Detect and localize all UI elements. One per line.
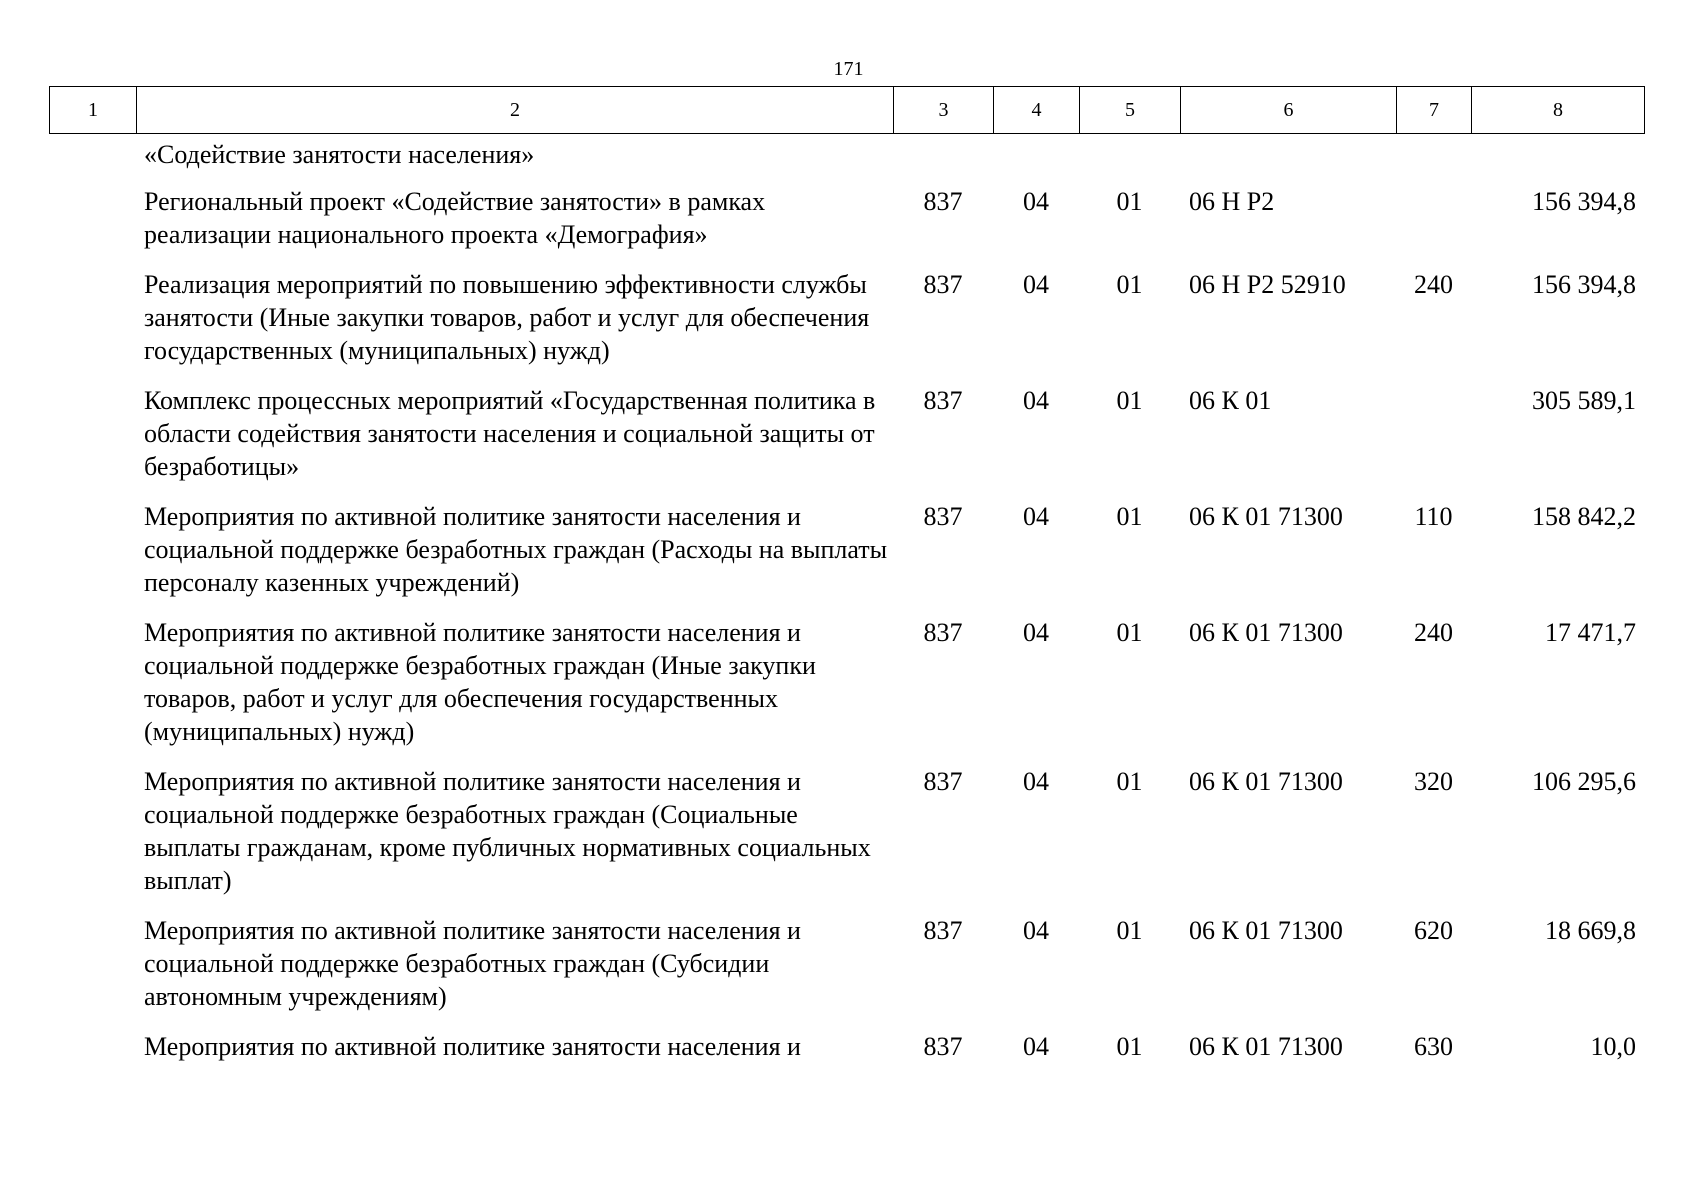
row-name-text: Комплекс процессных мероприятий «Государственная политика в области содействия занятости населения и социальной защиты от безработицы» bbox=[144, 386, 876, 481]
budget-table-body bbox=[49, 138, 1644, 1080]
row-target-item bbox=[1180, 138, 1396, 185]
row-amount: 106 295,6 bbox=[1532, 767, 1636, 796]
table-row bbox=[49, 138, 1644, 185]
column-header-table bbox=[49, 86, 1645, 134]
row-subsection: 01 bbox=[1116, 187, 1143, 216]
row-name bbox=[49, 914, 893, 1030]
row-name-text: Реализация мероприятий по повышению эффективности службы занятости (Иные закупки товаров, работ и услуг для обеспечения государственных (муниципальных) нужд) bbox=[144, 270, 870, 365]
row-name bbox=[49, 500, 893, 616]
row-expense-type: 240 bbox=[1414, 270, 1453, 299]
row-amount bbox=[1471, 138, 1644, 185]
budget-table bbox=[49, 138, 1644, 1080]
table-row bbox=[49, 914, 1644, 1030]
row-name-text: «Содействие занятости населения» bbox=[144, 140, 535, 169]
row-amount: 10,0 bbox=[1590, 1032, 1636, 1061]
row-subsection: 01 bbox=[1116, 618, 1143, 647]
row-section: 04 bbox=[1023, 187, 1049, 216]
row-expense-type: 110 bbox=[1414, 502, 1453, 531]
table-row bbox=[49, 384, 1644, 500]
row-target-item: 06 К 01 71300 bbox=[1189, 618, 1343, 647]
row-code-ministry: 837 bbox=[923, 1032, 963, 1061]
row-name-text: Мероприятия по активной политике занятости населения и социальной поддержке безработных граждан (Субсидии автономным учреждениям) bbox=[144, 916, 801, 1011]
row-section: 04 bbox=[1023, 270, 1049, 299]
page-number: 171 bbox=[833, 58, 864, 80]
row-target-item: 06 К 01 71300 bbox=[1189, 1032, 1343, 1061]
row-target-item: 06 К 01 71300 bbox=[1189, 767, 1343, 796]
row-name bbox=[49, 185, 893, 268]
row-code-ministry: 837 bbox=[923, 187, 963, 216]
row-name bbox=[49, 138, 893, 185]
column-number-3: 3 bbox=[894, 87, 994, 134]
table-row bbox=[49, 616, 1644, 765]
row-expense-type bbox=[1396, 138, 1471, 185]
row-code-ministry: 837 bbox=[923, 618, 963, 647]
row-expense-type: 240 bbox=[1414, 618, 1453, 647]
row-subsection: 01 bbox=[1116, 386, 1143, 415]
row-code-ministry bbox=[893, 138, 993, 185]
column-number-4: 4 bbox=[994, 87, 1080, 134]
row-section: 04 bbox=[1023, 386, 1049, 415]
row-target-item: 06 Н Р2 52910 bbox=[1189, 270, 1346, 299]
row-amount: 156 394,8 bbox=[1532, 270, 1636, 299]
table-row bbox=[49, 765, 1644, 914]
row-name-text: Мероприятия по активной политике занятости населения и социальной поддержке безработных граждан (Расходы на выплаты персоналу казенных учреждений) bbox=[144, 502, 888, 597]
row-expense-type: 320 bbox=[1414, 767, 1453, 796]
column-number-2: 2 bbox=[137, 87, 894, 134]
row-target-item: 06 К 01 71300 bbox=[1189, 502, 1343, 531]
column-number-8: 8 bbox=[1472, 87, 1645, 134]
row-section: 04 bbox=[1023, 767, 1049, 796]
row-subsection: 01 bbox=[1116, 502, 1143, 531]
column-number-5: 5 bbox=[1080, 87, 1181, 134]
row-subsection: 01 bbox=[1116, 767, 1143, 796]
row-expense-type bbox=[1396, 185, 1471, 268]
row-subsection bbox=[1079, 138, 1180, 185]
row-section: 04 bbox=[1023, 1032, 1049, 1061]
row-name bbox=[49, 1030, 893, 1080]
row-name-text: Мероприятия по активной политике занятости населения и социальной поддержке безработных граждан (Иные закупки товаров, работ и услуг для обеспечения государственных (муниципальных) нужд) bbox=[144, 618, 816, 746]
row-code-ministry: 837 bbox=[923, 502, 963, 531]
row-amount: 17 471,7 bbox=[1545, 618, 1636, 647]
row-name bbox=[49, 268, 893, 384]
row-target-item: 06 Н Р2 bbox=[1189, 187, 1275, 216]
column-number-row bbox=[50, 87, 1645, 134]
row-name bbox=[49, 616, 893, 765]
row-section: 04 bbox=[1023, 916, 1049, 945]
row-amount: 18 669,8 bbox=[1545, 916, 1636, 945]
row-amount: 156 394,8 bbox=[1532, 187, 1636, 216]
row-target-item: 06 К 01 71300 bbox=[1189, 916, 1343, 945]
table-row bbox=[49, 500, 1644, 616]
row-amount: 158 842,2 bbox=[1532, 502, 1636, 531]
row-code-ministry: 837 bbox=[923, 767, 963, 796]
row-expense-type: 630 bbox=[1414, 1032, 1453, 1061]
row-code-ministry: 837 bbox=[923, 386, 963, 415]
row-name-text: Мероприятия по активной политике занятости населения и bbox=[144, 1032, 801, 1061]
row-name-text: Мероприятия по активной политике занятости населения и социальной поддержке безработных граждан (Социальные выплаты гражданам, кроме публичных нормативных социальных выплат) bbox=[144, 767, 871, 895]
table-row bbox=[49, 268, 1644, 384]
row-name bbox=[49, 384, 893, 500]
column-number-6: 6 bbox=[1181, 87, 1397, 134]
table-row bbox=[49, 1030, 1644, 1080]
column-number-7: 7 bbox=[1397, 87, 1472, 134]
row-code-ministry: 837 bbox=[923, 270, 963, 299]
row-expense-type: 620 bbox=[1414, 916, 1453, 945]
row-section: 04 bbox=[1023, 618, 1049, 647]
row-section: 04 bbox=[1023, 502, 1049, 531]
row-section bbox=[993, 138, 1079, 185]
column-number-1: 1 bbox=[50, 87, 137, 134]
row-code-ministry: 837 bbox=[923, 916, 963, 945]
row-target-item: 06 К 01 bbox=[1189, 386, 1272, 415]
row-subsection: 01 bbox=[1116, 270, 1143, 299]
row-name-text: Региональный проект «Содействие занятости» в рамках реализации национального проекта «Демография» bbox=[144, 187, 766, 249]
row-name bbox=[49, 765, 893, 914]
row-amount: 305 589,1 bbox=[1532, 386, 1636, 415]
row-subsection: 01 bbox=[1116, 916, 1143, 945]
row-expense-type bbox=[1396, 384, 1471, 500]
table-row bbox=[49, 185, 1644, 268]
row-subsection: 01 bbox=[1116, 1032, 1143, 1061]
